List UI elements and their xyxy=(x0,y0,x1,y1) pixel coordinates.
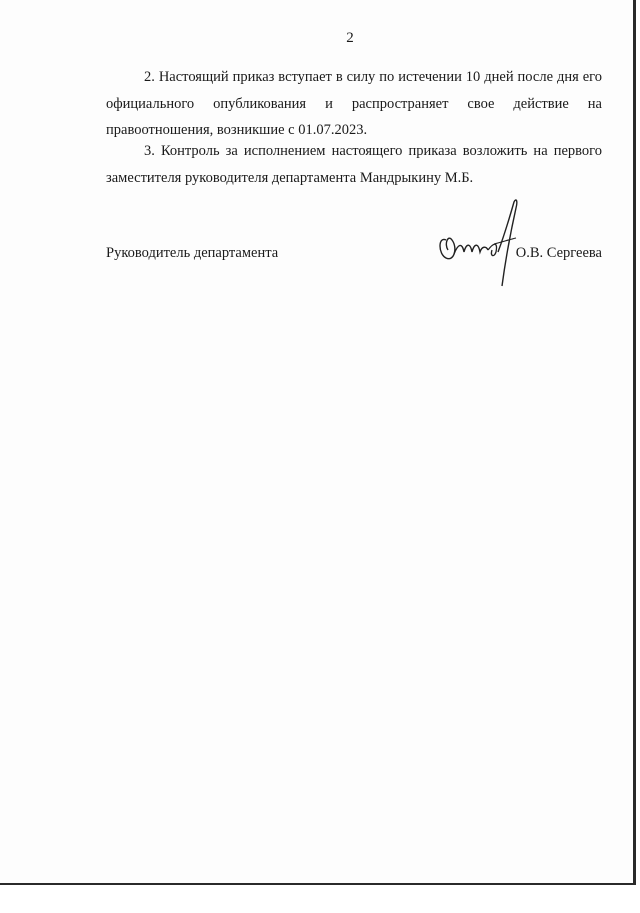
page-number: 2 xyxy=(346,30,354,46)
paragraph-control: 3. Контроль за исполнением настоящего приказа возложить на первого заместителя руководителя департамента Мандрыкину М.Б. xyxy=(106,143,602,186)
signatory-name: О.В. Сергеева xyxy=(515,245,602,261)
paragraph-effective-date: 2. Настоящий приказ вступает в силу по истечении 10 дней после дня его официального опубликования и распространяет свое действие на правоотношения, возникшие с 01.07.2023. xyxy=(106,69,602,138)
handwritten-signature xyxy=(434,196,526,292)
signatory-title: Руководитель департамента xyxy=(106,245,279,261)
